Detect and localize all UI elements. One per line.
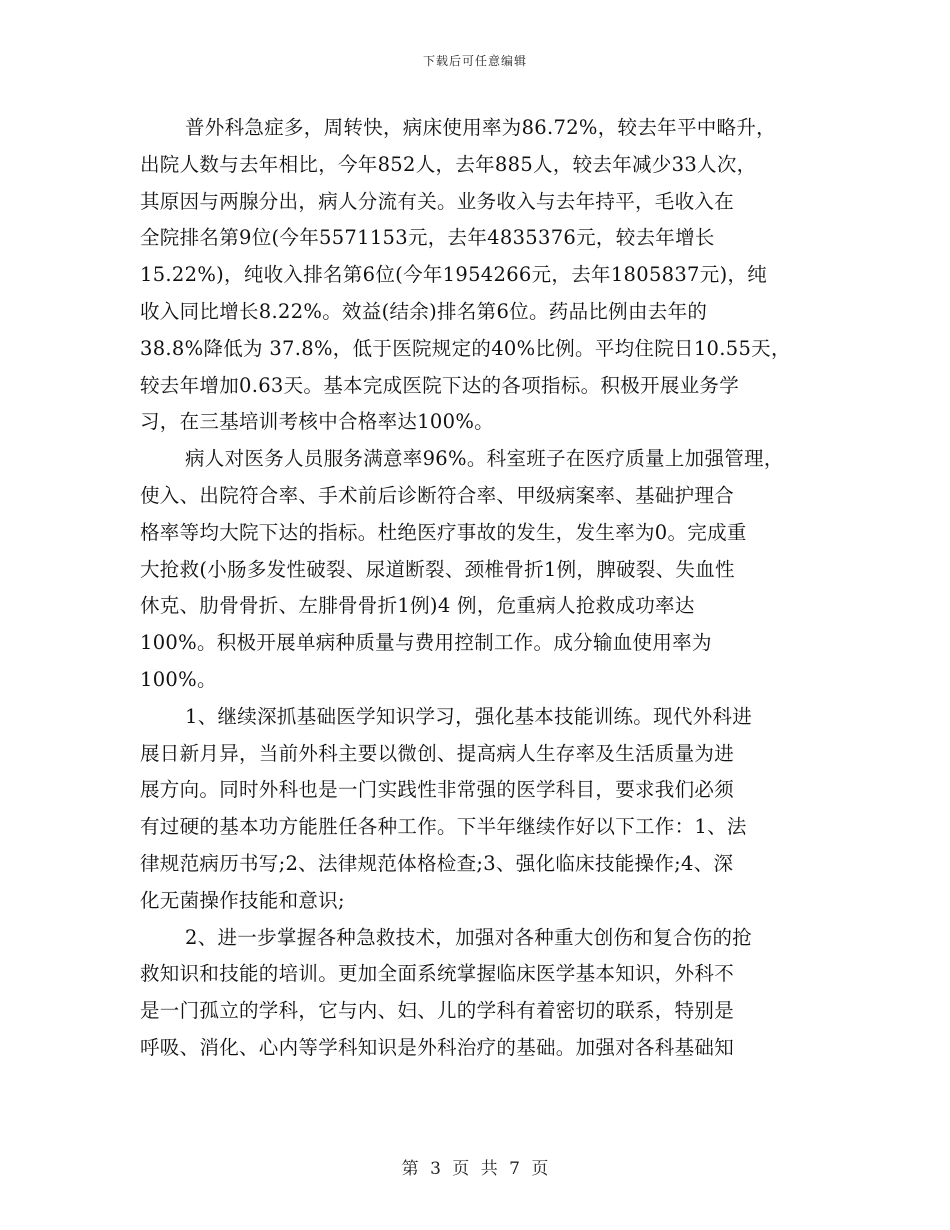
text-line: 15.22%)，纯收入排名第6位(今年1954266元，去年1805837元)，纯 <box>140 263 768 287</box>
text-line: 是一门孤立的学科，它与内、妇、儿的学科有着密切的联系，特别是 <box>140 999 735 1023</box>
text-line: 习，在三基培训考核中合格率达100%。 <box>140 410 494 434</box>
text-line: 38.8%降低为 37.8%，低于医院规定的40%比例。平均住院日10.55天， <box>140 336 791 360</box>
text-line: 化无菌操作技能和意识; <box>140 888 345 912</box>
text-line: 救知识和技能的培训。更加全面系统掌握临床医学基本知识，外科不 <box>140 962 735 986</box>
text-line: 较去年增加0.63天。基本完成医院下达的各项指标。积极开展业务学 <box>140 373 740 397</box>
text-line: 呼吸、消化、心内等学科知识是外科治疗的基础。加强对各科基础知 <box>140 1035 735 1059</box>
document-body <box>140 110 820 1067</box>
text-line: 律规范病历书写;2、法律规范体格检查;3、强化临床技能操作;4、深 <box>140 851 734 875</box>
text-line: 格率等均大院下达的指标。杜绝医疗事故的发生，发生率为0。完成重 <box>140 520 747 544</box>
text-line: 全院排名第9位(今年5571153元，去年4835376元，较去年增长 <box>140 226 715 250</box>
text-line: 2、进一步掌握各种急救技术，加强对各种重大创伤和复合伤的抢 <box>185 925 753 949</box>
text-line: 1、继续深抓基础医学知识学习，强化基本技能训练。现代外科进 <box>185 704 753 728</box>
paragraph-1 <box>140 110 820 441</box>
paragraph-2 <box>140 441 820 699</box>
text-line: 大抢救(小肠多发性破裂、尿道断裂、颈椎骨折1例，脾破裂、失血性 <box>140 557 735 581</box>
text-line: 使入、出院符合率、手术前后诊断符合率、甲级病案率、基础护理合 <box>140 483 735 507</box>
paragraph-3 <box>140 699 820 920</box>
page-header: 下载后可任意编辑 <box>422 54 527 68</box>
text-line: 病人对医务人员服务满意率96%。科室班子在医疗质量上加强管理， <box>185 447 784 471</box>
text-line: 出院人数与去年相比，今年852人，去年885人，较去年减少33人次， <box>140 152 757 176</box>
text-line: 休克、肋骨骨折、左腓骨骨折1例)4 例，危重病人抢救成功率达 <box>140 594 695 618</box>
text-line: 普外科急症多，周转快，病床使用率为86.72%，较去年平中略升， <box>185 116 776 139</box>
text-line: 展方向。同时外科也是一门实践性非常强的医学科目，要求我们必须 <box>140 778 735 802</box>
text-line: 100%。积极开展单病种质量与费用控制工作。成分输血使用率为 <box>140 631 712 655</box>
text-line: 有过硬的基本功方能胜任各种工作。下半年继续作好以下工作：1、法 <box>140 815 747 839</box>
text-line: 其原因与两腺分出，病人分流有关。业务收入与去年持平，毛收入在 <box>140 189 735 213</box>
text-line: 100%。 <box>140 667 217 691</box>
text-line: 收入同比增长8.22%。效益(结余)排名第6位。药品比例由去年的 <box>140 299 708 323</box>
text-line: 展日新月异，当前外科主要以微创、提高病人生存率及生活质量为进 <box>140 741 735 765</box>
paragraph-4 <box>140 920 820 1067</box>
page-footer: 第 3 页 共 7 页 <box>401 1159 549 1179</box>
